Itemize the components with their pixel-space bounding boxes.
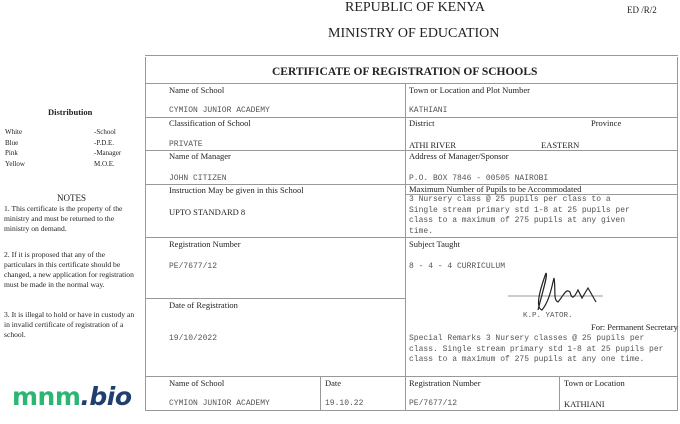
watermark-logo: mnm.bio	[12, 382, 132, 411]
certificate-title: CERTIFICATE OF REGISTRATION OF SCHOOLS	[272, 66, 538, 78]
note-2: 2. If it is proposed that any of the particulars in this certificate should be changed, a new application for registration must be made in the normal way.	[4, 250, 134, 289]
date-label: Date of Registration	[169, 300, 238, 310]
class-label: Classification of School	[169, 118, 251, 128]
province: EASTERN	[541, 140, 580, 150]
dist-recipient: -School	[94, 128, 116, 136]
distribution-title: Distribution	[48, 107, 93, 117]
dist-recipient: -Manager	[94, 149, 122, 157]
town-label: Town or Location and Plot Number	[409, 85, 530, 95]
dist-color: Pink	[5, 149, 18, 157]
max-pupils: 3 Nursery class @ 25 pupils per class to a Single stream primary std 1-8 at 25 pupils per class to a maximum of 275 pupils at any given time.	[409, 195, 630, 236]
manager-label: Name of Manager	[169, 151, 231, 161]
dist-color: Blue	[5, 138, 19, 147]
for-permanent-secretary: For: Permanent Secretary	[591, 322, 678, 332]
stub-name-label: Name of School	[169, 378, 225, 388]
signatory-name: K.P. YATOR.	[523, 312, 573, 320]
address: P.O. BOX 7846 - 00505 NAIROBI	[409, 174, 549, 183]
stub-reg: PE/7677/12	[409, 399, 458, 408]
stub-date-label: Date	[325, 378, 342, 388]
instruction-label: Instruction May be given in this School	[169, 185, 304, 195]
note-1: 1. This certificate is the property of the ministry and must be returned to the ministry on demand.	[4, 204, 123, 233]
reg-label: Registration Number	[169, 239, 241, 249]
town: KATHIANI	[409, 106, 448, 115]
name-label: Name of School	[169, 85, 225, 95]
stub-town: KATHIANI	[564, 399, 605, 409]
stub-name: CYMION JUNIOR ACADEMY	[169, 399, 270, 408]
republic-heading: REPUBLIC OF KENYA	[345, 0, 486, 15]
dist-recipient: -P.D.E.	[94, 138, 115, 147]
dist-color: White	[5, 128, 23, 136]
school-name: CYMION JUNIOR ACADEMY	[169, 106, 270, 115]
stub-town-label: Town or Location	[564, 378, 625, 388]
manager: JOHN CITIZEN	[169, 174, 227, 183]
reg-number: PE/7677/12	[169, 262, 218, 271]
stub-date: 19.10.22	[325, 399, 364, 408]
note-3: 3. It is illegal to hold or have in custody an in invalid certificate of registration of a school.	[4, 310, 135, 339]
ministry-heading: MINISTRY OF EDUCATION	[328, 26, 500, 41]
province-label: Province	[591, 118, 622, 128]
district: ATHI RIVER	[409, 140, 456, 150]
dist-recipient: M.O.E.	[94, 159, 115, 168]
address-label: Address of Manager/Sponsor	[409, 151, 509, 161]
stub-reg-label: Registration Number	[409, 378, 481, 388]
registration-date: 19/10/2022	[169, 334, 218, 343]
form-code: ED /R/2	[627, 5, 657, 15]
special-remarks: Special Remarks 3 Nursery classes @ 25 pupils per class. Single stream primary std 1-8 at 25 pupils per class to a maximum of 275 pupils at any one time.	[409, 334, 664, 364]
subject: 8 - 4 - 4 CURRICULUM	[409, 262, 506, 271]
district-label: District	[409, 118, 435, 128]
max-pupils-label: Maximum Number of Pupils to be Accommodated	[409, 184, 582, 194]
classification: PRIVATE	[169, 140, 203, 149]
dist-color: Yellow	[5, 159, 25, 168]
instruction: UPTO STANDARD 8	[169, 207, 246, 217]
notes-title: NOTES	[57, 193, 86, 203]
subject-label: Subject Taught	[409, 239, 460, 249]
signature	[508, 270, 603, 312]
